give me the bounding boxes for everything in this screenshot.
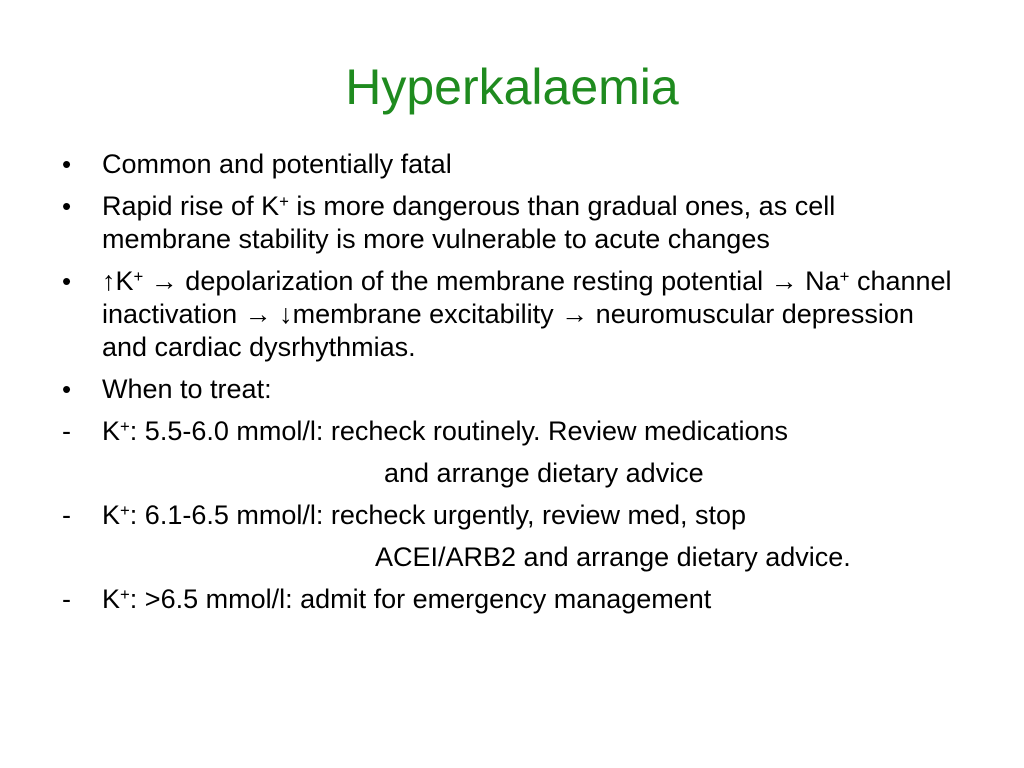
bullet-item bbox=[62, 148, 962, 181]
bullet-text: Common and potentially fatal bbox=[102, 149, 452, 179]
bullet-text: ↑K bbox=[102, 266, 134, 296]
bullet-marker: • bbox=[62, 374, 72, 404]
threshold-text: : >6.5 mmol/l: admit for emergency management bbox=[129, 584, 712, 614]
threshold-item bbox=[62, 583, 962, 616]
bullet-text: Rapid rise of K bbox=[102, 191, 280, 221]
superscript-plus: + bbox=[120, 585, 130, 604]
dash-marker: - bbox=[62, 416, 71, 446]
threshold-continuation: and arrange dietary advice bbox=[384, 458, 704, 488]
bullet-marker: • bbox=[62, 191, 72, 221]
bullet-item bbox=[62, 190, 962, 256]
superscript-plus: + bbox=[279, 192, 289, 211]
threshold-item bbox=[62, 499, 962, 532]
bullet-text: is more dangerous than gradual ones, as cell membrane stability is more vulnerable to acute changes bbox=[102, 191, 836, 254]
slide-content bbox=[62, 148, 962, 625]
dash-marker: - bbox=[62, 584, 71, 614]
slide-title: Hyperkalaemia bbox=[345, 59, 679, 115]
superscript-plus: + bbox=[120, 501, 130, 520]
superscript-plus: + bbox=[133, 267, 144, 286]
bullet-text: When to treat: bbox=[102, 374, 272, 404]
superscript-plus: + bbox=[839, 267, 850, 286]
superscript-plus: + bbox=[120, 417, 130, 436]
threshold-k-label: K bbox=[102, 416, 121, 446]
dash-marker: - bbox=[62, 500, 71, 530]
threshold-text: : 5.5-6.0 mmol/l: recheck routinely. Review medications bbox=[129, 416, 789, 446]
bullet-item bbox=[62, 265, 962, 364]
bullet-text: channel inactivation → ↓membrane excitability → neuromuscular depression and cardiac dysrhythmias. bbox=[102, 266, 952, 362]
bullet-marker: • bbox=[62, 266, 72, 296]
bullet-text: → depolarization of the membrane resting potential → Na bbox=[143, 266, 840, 296]
threshold-continuation: ACEI/ARB2 and arrange dietary advice. bbox=[375, 542, 851, 572]
threshold-k-label: K bbox=[102, 584, 121, 614]
threshold-text: : 6.1-6.5 mmol/l: recheck urgently, review med, stop bbox=[129, 500, 747, 530]
bullet-item bbox=[62, 373, 962, 406]
threshold-item bbox=[62, 415, 962, 448]
threshold-k-label: K bbox=[102, 500, 121, 530]
bullet-marker: • bbox=[62, 149, 72, 179]
